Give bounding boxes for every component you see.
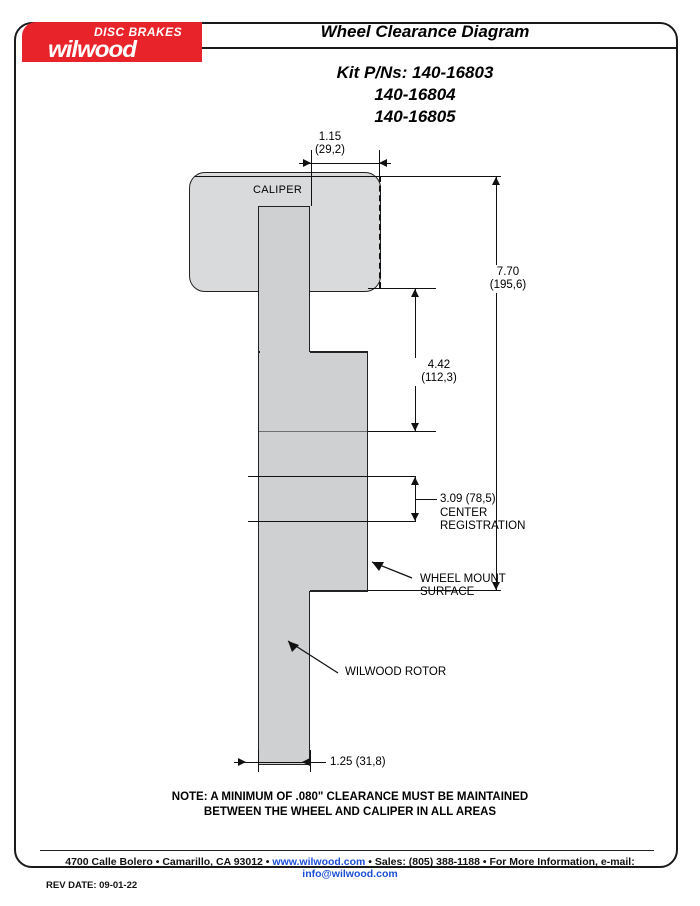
footer-sep-2: • xyxy=(262,856,273,868)
dim-770-mm: (195,6) xyxy=(489,279,527,291)
footer-sales-phone: Sales: (805) 388-1188 xyxy=(374,856,480,868)
dim-arrow-125-right xyxy=(302,758,310,766)
footer-email-link[interactable]: info@wilwood.com xyxy=(302,868,398,880)
footer-website-link[interactable]: www.wilwood.com xyxy=(272,856,366,868)
dim-125: 1.25 (31,8) xyxy=(330,756,386,768)
wheel-mount-surface-label-2: SURFACE xyxy=(420,586,475,598)
note-line-2: BETWEEN THE WHEEL AND CALIPER IN ALL AREAS xyxy=(203,806,497,818)
wilwood-rotor-label: WILWOOD ROTOR xyxy=(345,666,447,678)
kit-pn-line-1: Kit P/Ns: 140-16803 xyxy=(336,63,494,82)
footer-divider xyxy=(40,850,654,851)
footer-address: 4700 Calle Bolero xyxy=(65,856,153,868)
center-registration-line-2: REGISTRATION xyxy=(440,520,526,532)
caliper-label: CALIPER xyxy=(253,184,303,196)
note-line-1: NOTE: A MINIMUM OF .080" CLEARANCE MUST BE MAINTAINED xyxy=(171,791,529,803)
dim-770-inch: 7.70 xyxy=(496,266,520,278)
dim-line-125 xyxy=(234,762,326,763)
kit-pn-line-2: 140-16804 xyxy=(374,85,456,104)
dim-442-mm: (112,3) xyxy=(421,372,457,384)
footer-sep-1: • xyxy=(152,856,163,868)
wilwood-logo xyxy=(22,22,202,62)
footer-sep-3: • xyxy=(365,856,375,868)
ext-line-125-right xyxy=(310,750,311,772)
center-registration-line-1: CENTER xyxy=(440,507,488,519)
dim-115-mm: (29,2) xyxy=(314,144,346,156)
logo-wilwood-text: wilwood xyxy=(48,36,136,62)
revision-date: REV DATE: 09-01-22 xyxy=(46,880,138,891)
ext-line-125-left xyxy=(258,750,259,772)
footer-city: Camarillo, CA 93012 xyxy=(162,856,263,868)
footer-more-info: For More Information, e-mail: xyxy=(489,856,635,868)
dim-442-inch: 4.42 xyxy=(427,359,451,371)
logo-disc-brakes-text: DISC BRAKES xyxy=(94,25,183,39)
dim-309: 3.09 (78,5) xyxy=(440,493,496,505)
footer-sep-4: • xyxy=(479,856,490,868)
footer xyxy=(20,856,680,880)
page-title: Wheel Clearance Diagram xyxy=(320,22,530,41)
clearance-note xyxy=(100,790,600,820)
kit-pn-line-3: 140-16805 xyxy=(374,107,456,126)
dim-115-inch: 1.15 xyxy=(318,131,342,143)
wheel-mount-surface-label-1: WHEEL MOUNT xyxy=(420,573,506,585)
dim-arrow-125-left xyxy=(238,758,246,766)
